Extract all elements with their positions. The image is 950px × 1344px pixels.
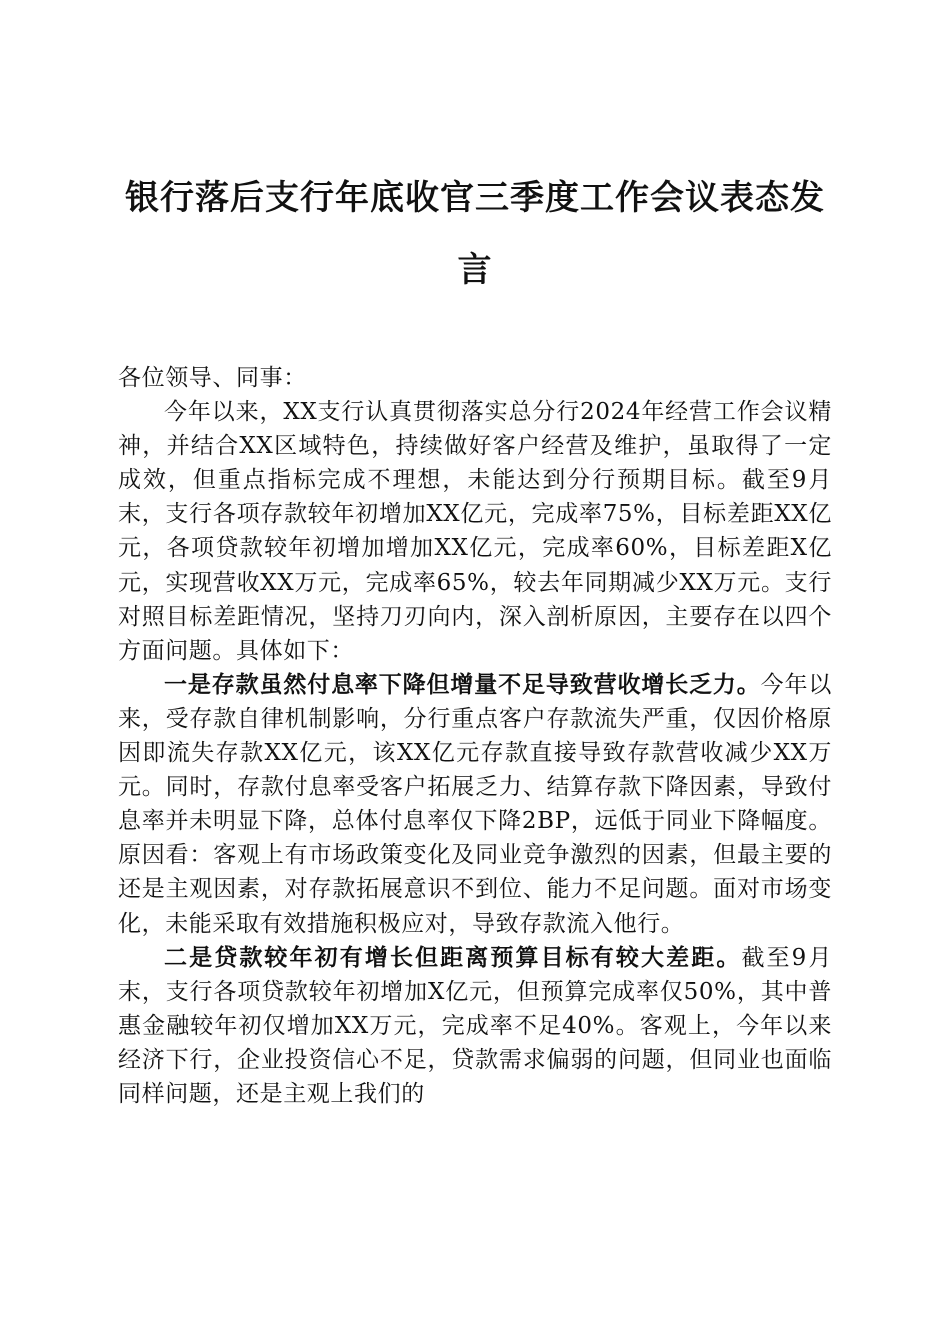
- salutation: 各位领导、同事：: [118, 365, 307, 391]
- deposit-issue-paragraph: [118, 668, 832, 941]
- deposit-issue-text: 今年以来，受存款自律机制影响，分行重点客户存款流失严重，仅因价格原因即流失存款XX亿元，该XX亿元存款直接导致存款营收减少XX万元。同时，存款付息率受客户拓展乏力、结算存款下降因素，导致付息率并未明显下降，总体付息率仅下降2BP，远低于同业下降幅度。原因看：客观上有市场政策变化及同业竞争激烈的因素，但最主要的还是主观因素，对存款拓展意识不到位、能力不足问题。面对市场变化，未能采取有效措施积极应对，导致存款流入他行。: [118, 671, 832, 937]
- document-body: [118, 361, 832, 1111]
- intro-paragraph-text: 今年以来，XX支行认真贯彻落实总分行2024年经营工作会议精神，并结合XX区域特色，持续做好客户经营及维护，虽取得了一定成效，但重点指标完成不理想，未能达到分行预期目标。截至9月末，支行各项存款较年初增加XX亿元，完成率75%，目标差距XX亿元，各项贷款较年初增加增加XX亿元，完成率60%，目标差距X亿元，实现营收XX万元，完成率65%，较去年同期减少XX万元。支行对照目标差距情况，坚持刀刃向内，深入剖析原因，主要存在以四个方面问题。具体如下：: [118, 399, 832, 664]
- deposit-issue-heading: 一是存款虽然付息率下降但增量不足导致营收增长乏力。: [164, 670, 761, 698]
- loan-issue-paragraph: [118, 941, 832, 1111]
- loan-issue-heading: 二是贷款较年初有增长但距离预算目标有较大差距。: [164, 943, 742, 971]
- document-title: 银行落后支行年底收官三季度工作会议表态发言: [125, 178, 825, 290]
- loan-issue-text: 截至9月末，支行各项贷款较年初增加X亿元，但预算完成率仅50%，其中普惠金融较年初仅增加XX万元，完成率不足40%。客观上，今年以来经济下行，企业投资信心不足，贷款需求偏弱的问题，但同业也面临同样问题，还是主观上我们的: [118, 944, 832, 1107]
- intro-paragraph: [118, 395, 832, 668]
